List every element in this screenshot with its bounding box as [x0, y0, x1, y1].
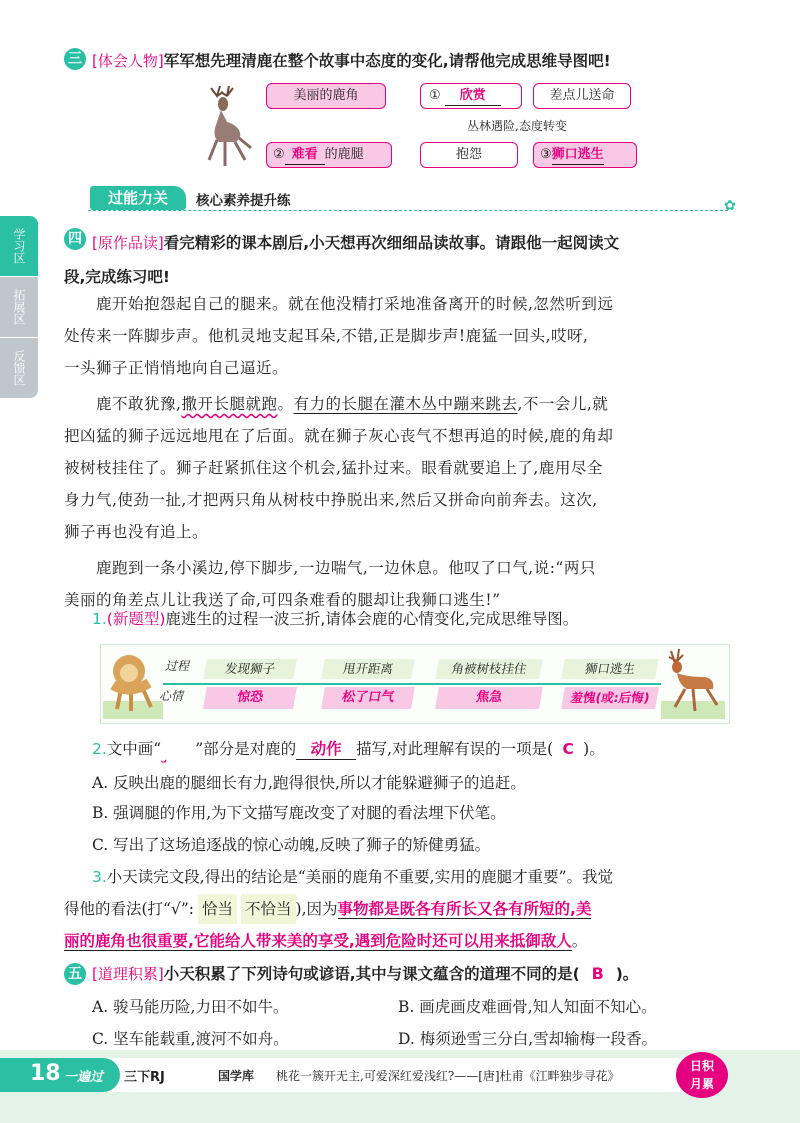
mood-4: 羞愧(或:后悔) [561, 687, 659, 709]
wavy-blank [161, 734, 195, 764]
footer-label: 国学库 [218, 1069, 255, 1083]
deer-running-illustration [661, 647, 725, 719]
daily-badge [676, 1052, 728, 1098]
answer-choice: C [562, 740, 574, 758]
q2-option-c: C. 写出了这场追逐战的惊心动魄,反映了狮子的矫健勇猛。 [92, 836, 491, 854]
step-3: 角被树枝挂住 [435, 659, 543, 679]
question-text: 小天积累了下列诗句或谚语,其中与课文蕴含的道理不同的是( [163, 965, 580, 983]
text: 。 [571, 932, 588, 950]
passage-line: 处传来一阵脚步声。他机灵地支起耳朵,不错,正是脚步声!鹿猛一回头,哎呀, [64, 327, 589, 345]
box-attitude-3 [533, 142, 637, 168]
star-icon: ✿ [724, 198, 736, 214]
answer-blank: 动作 [296, 739, 356, 760]
section-tag: [原作品读] [92, 234, 164, 252]
step-4: 狮口逃生 [561, 659, 659, 679]
answer-3: 狮口逃生 [552, 146, 604, 165]
text: )。 [583, 740, 605, 758]
text: 得他的看法(打“√”: [64, 900, 194, 918]
s5-option-c: C. 坚车能载重,渡河不如舟。 [92, 1030, 289, 1048]
sidebar-tab-learn[interactable]: 学习区 [0, 216, 38, 276]
passage-line: 鹿开始抱怨起自己的腿来。就在他没精打采地准备离开的时候,忽然听到远 [96, 295, 614, 313]
passage-line: 一头狮子正悄悄地向自己逼近。 [64, 359, 289, 377]
question-text: 军军想先理清鹿在整个故事中态度的变化,请帮他完成思维导图吧! [163, 52, 611, 70]
passage-line: 身力气,使劲一扯,才把两只角从树枝中挣脱出来,然后又拼命向前奔去。这次, [64, 491, 598, 509]
page-number: 18 [30, 1061, 61, 1086]
section-tag: [道理积累] [92, 965, 164, 983]
q-num: 2. [92, 740, 107, 758]
section5-question [92, 958, 638, 990]
passage-line: 鹿跑到一条小溪边,停下脚步,一边喘气,一边休息。他叹了口气,说:“两只 [96, 559, 596, 577]
brand-logo: 一遍过 [64, 1070, 104, 1085]
passage-line: 被树枝挂住了。狮子赶紧抓住这个机会,猛扑过来。眼看就要追上了,鹿用尽全 [64, 459, 603, 477]
option-inappropriate[interactable]: 不恰当 [241, 894, 296, 924]
box-suffix: 的鹿腿 [324, 147, 364, 162]
text: 鹿不敢犹豫, [96, 395, 182, 413]
box-num: ③ [540, 147, 552, 162]
intro-line: 看完精彩的课本剧后,小天想再次细细品读故事。请跟他一起阅读文 [163, 234, 620, 252]
q3-line3 [64, 926, 587, 956]
intro-line-2: 段,完成练习吧! [64, 268, 170, 286]
section-number: 四 [64, 228, 86, 250]
text: ),因为 [295, 900, 338, 918]
question-text: )。 [615, 965, 639, 983]
box-complain: 抱怨 [420, 142, 518, 168]
passage-line: 美丽的角差点儿让我送了命,可四条难看的腿却让我狮口逃生!” [64, 591, 501, 609]
footer-quote: 桃花一簇开无主,可爱深红爱浅红?——[唐]杜甫《江畔独步寻花》 [276, 1069, 620, 1083]
answer-2: 难看 [285, 146, 325, 165]
answer-1: 欣赏 [445, 87, 501, 106]
q-num: 1. [92, 610, 107, 628]
text: ,不一会儿,就 [517, 395, 609, 413]
label-process: 过程 [165, 659, 190, 673]
section-number: 五 [64, 963, 86, 985]
box-near-death: 差点儿送命 [533, 83, 631, 109]
option-appropriate[interactable]: 恰当 [198, 894, 237, 924]
box-beautiful-antlers: 美丽的鹿角 [266, 83, 386, 109]
s5-option-d: D. 梅须逊雪三分白,雪却输梅一段香。 [398, 1030, 658, 1048]
label-mood: 心情 [159, 689, 184, 703]
box-num: ① [429, 88, 441, 103]
q-num: 3. [92, 868, 107, 886]
section-intro [92, 226, 619, 260]
answer-line: 事物都是既各有所长又各有所短的,美 [337, 900, 592, 918]
box-ugly-legs [266, 142, 392, 168]
q3-line2 [64, 894, 591, 924]
timeline-line [163, 683, 661, 685]
text: 描写,对此理解有误的一项是( [356, 740, 554, 758]
mood-3: 焦急 [435, 687, 543, 709]
section-question [92, 49, 611, 71]
passage-line: 狮子再也没有追上。 [64, 523, 209, 541]
mood-1: 惊恐 [203, 687, 297, 709]
text: 文中画“ [106, 740, 162, 758]
q3-line1 [92, 862, 613, 892]
wavy-underlined-text: 撒开长腿就跑 [181, 395, 278, 413]
section-tag: [体会人物] [92, 52, 164, 70]
mood-2: 松了口气 [321, 687, 415, 709]
q2-option-b: B. 强调腿的作用,为下文描写鹿改变了对腿的看法埋下伏笔。 [92, 804, 506, 822]
grade-label: 三下RJ [124, 1070, 165, 1085]
forest-note: 丛林遇险,态度转变 [467, 119, 567, 133]
answer-choice: B [591, 964, 604, 983]
text: 。 [277, 395, 294, 413]
q2-option-a: A. 反映出鹿的腿细长有力,跑得很快,所以才能躲避狮子的追赶。 [92, 774, 526, 792]
badge-line: 日积 [689, 1059, 714, 1073]
box-attitude-1 [420, 83, 522, 109]
q1-text [92, 604, 578, 634]
step-1: 发现狮子 [203, 659, 297, 679]
s5-option-a: A. 骏马能历险,力田不如牛。 [92, 998, 289, 1016]
sidebar-tab-feedback[interactable]: 反馈区 [0, 338, 38, 398]
q-body: 鹿逃生的过程一波三折,请体会鹿的心情变化,完成思维导图。 [165, 610, 579, 628]
deer-illustration [195, 82, 255, 168]
mood-mindmap [100, 644, 730, 724]
text: ”部分是对鹿的 [195, 740, 297, 758]
badge-line: 月累 [689, 1077, 714, 1091]
step-2: 甩开距离 [321, 659, 415, 679]
passage [64, 288, 744, 616]
q2-text [92, 734, 605, 764]
section-number: 三 [64, 48, 86, 70]
box-num: ② [273, 147, 285, 162]
s5-option-b: B. 画虎画皮难画骨,知人知面不知心。 [398, 998, 657, 1016]
passage-line: 把凶猛的狮子远远地甩在了后面。就在狮子灰心丧气不想再追的时候,鹿的角却 [64, 427, 614, 445]
passage-line [64, 388, 744, 420]
banner-title: 过能力关 [90, 186, 186, 210]
banner-subtitle: 核心素养提升练 [196, 193, 291, 209]
q-tag: (新题型) [106, 610, 166, 628]
lion-illustration [103, 649, 163, 719]
answer-line: 丽的鹿角也很重要,它能给人带来美的享受,遇到危险时还可以用来抵御敌人 [64, 932, 572, 950]
underlined-text: 有力的长腿在灌木丛中蹦来跳去 [293, 395, 518, 413]
text: 小天读完文段,得出的结论是“美丽的鹿角不重要,实用的鹿腿才重要”。我觉 [106, 868, 614, 886]
sidebar-tab-expand[interactable]: 拓展区 [0, 277, 38, 337]
